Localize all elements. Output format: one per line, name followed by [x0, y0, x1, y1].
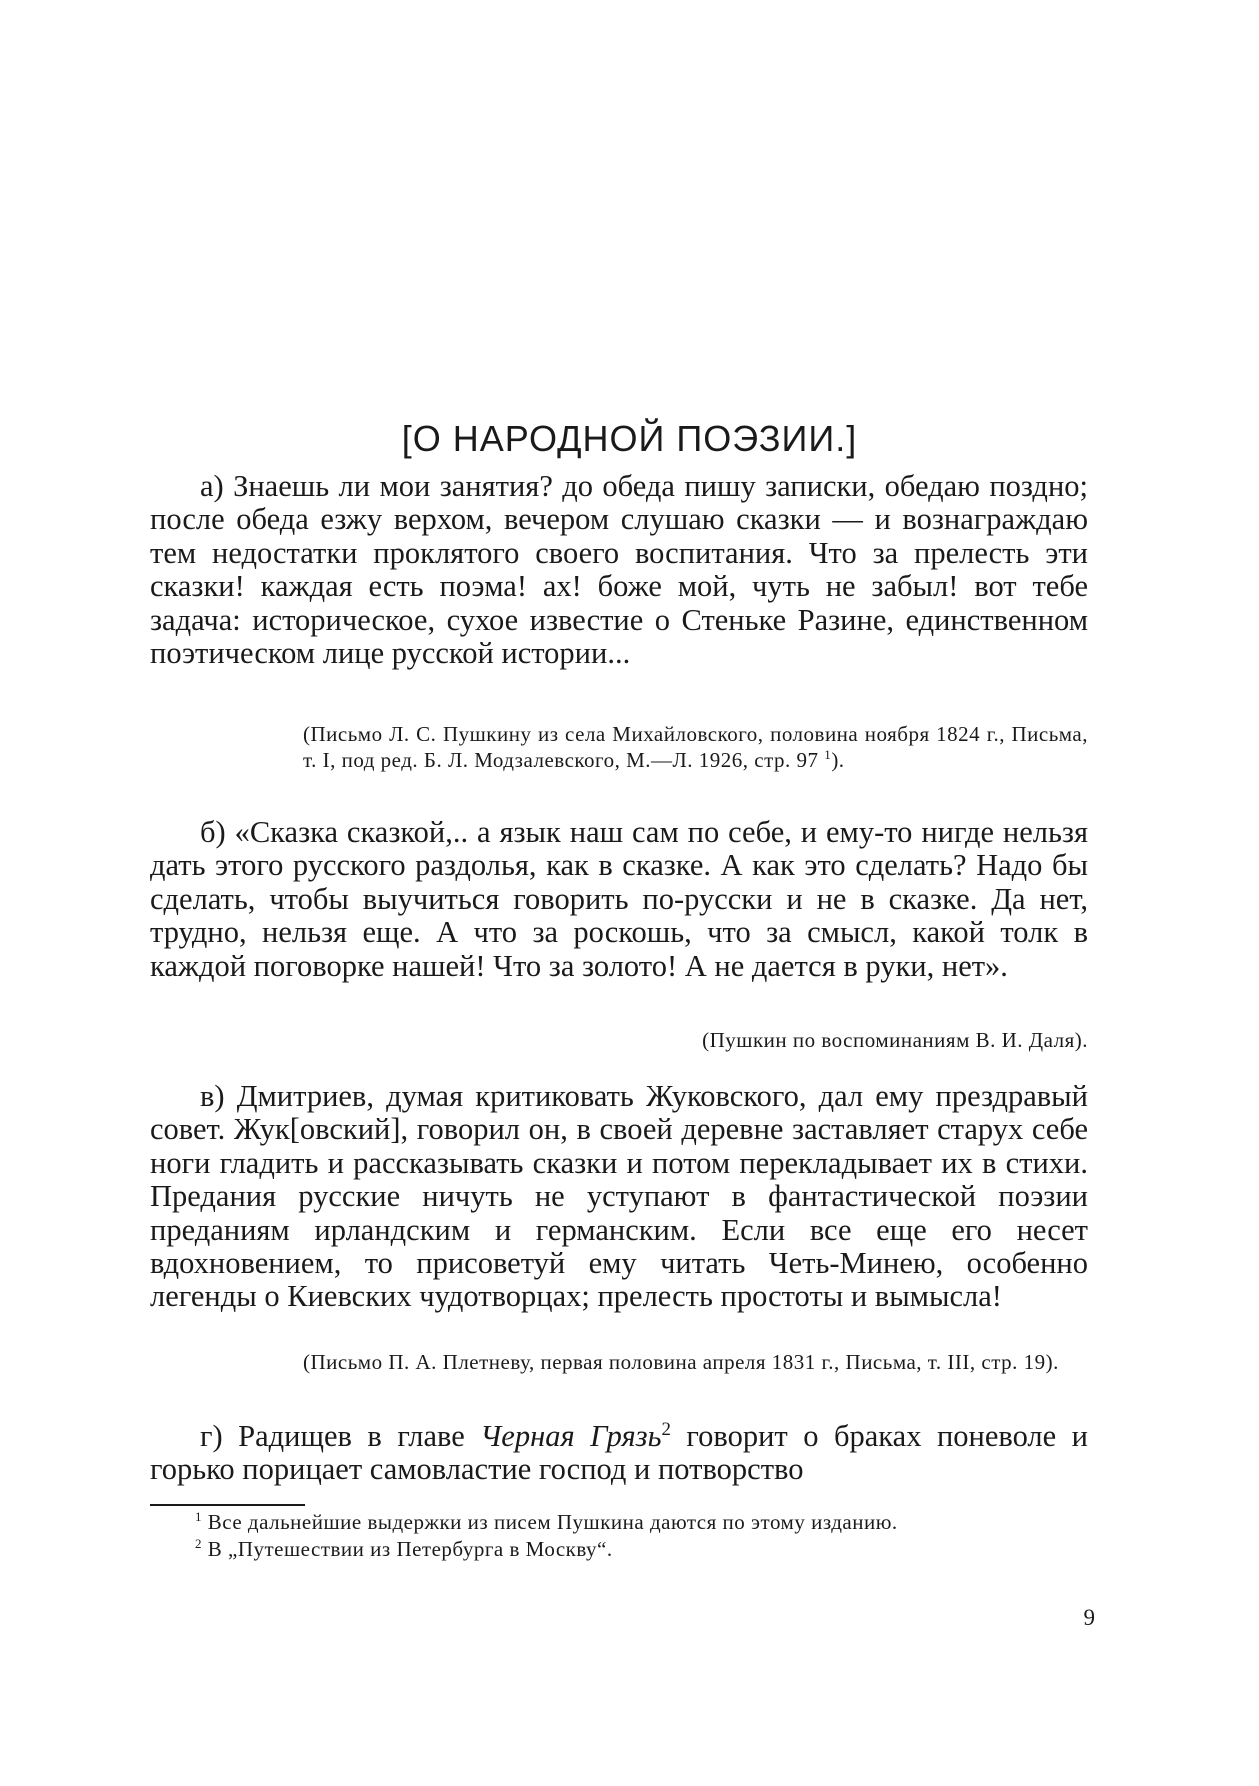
footnote-ref-1: 1 [824, 747, 832, 762]
footnote-divider [150, 1504, 305, 1506]
paragraph-a: а) Знаешь ли мои занятия? до обеда пишу записки, обедаю поздно; после обеда езжу верхом, вечером слушаю сказки — и вознаграждаю тем недостатки проклятого своего воспитания. Что за прелесть эти сказки! каждая есть поэма! ах! боже мой, чуть не забыл! вот тебе задача: историческое, сухое известие о Стеньке Разине, единственном поэтическом лице русской истории... [150, 469, 1088, 671]
source-citation-a-text: (Письмо Л. С. Пушкину из села Михайловского, половина ноября 1824 г., Письма, т. I, под ред. Б. Л. Модзалевского, М.—Л. 1926, стр. 97 [303, 722, 1088, 772]
footnote-1-text: Все дальнейшие выдержки из писем Пушкина даются по этому изданию. [207, 1510, 898, 1534]
footnotes [150, 1509, 1088, 1563]
source-citation-b: (Пушкин по воспоминаниям В. И. Даля). [702, 1028, 1088, 1052]
paragraph-c: в) Дмитриев, думая критиковать Жуковского, дал ему прездравый совет. Жук[овский], говорил он, в своей деревне заставляет старух себе ноги гладить и рассказывать сказки и потом перекладывает их в стихи. Предания русские ничуть не уступают в фантастической поэзии преданиям ирландским и германским. Если все еще его несет вдохновением, то присоветуй ему читать Четь-Минею, особенно легенды о Киевских чудотворцах; прелесть простоты и вымысла! [150, 1079, 1088, 1314]
footnote-2-mark: 2 [195, 1536, 203, 1551]
footnote-1-mark: 1 [195, 1509, 203, 1524]
paragraph-d-start: г) Радищев в главе [200, 1419, 465, 1453]
source-citation-c: (Письмо П. А. Плетневу, первая половина апреля 1831 г., Письма, т. III, стр. 19). [303, 1350, 1059, 1374]
footnote-2-text: В „Путешествии из Петербурга в Москву“. [207, 1537, 613, 1561]
footnote-ref-2: 2 [661, 1418, 671, 1440]
page-number: 9 [1083, 1605, 1095, 1630]
source-citation-a [303, 721, 1088, 773]
paragraph-d [150, 1420, 1088, 1487]
footnote-2 [150, 1536, 1088, 1563]
page-title: [О НАРОДНОЙ ПОЭЗИИ.] [401, 418, 858, 459]
chapter-title-italic: Черная Грязь [480, 1419, 662, 1453]
footnote-1 [150, 1509, 1088, 1536]
paragraph-d-rest: говорит о браках поневоле и горько порицает самовластие господ и потворство [150, 1419, 1088, 1487]
paragraph-b: б) «Сказка сказкой,.. а язык наш сам по себе, и ему-то нигде нельзя дать этого русского раздолья, как в сказке. А как это сделать? Надо бы сделать, чтобы выучиться говорить по-русски и не в сказке. Да нет, трудно, нельзя еще. А что за роскошь, что за смысл, какой толк в каждой поговорке нашей! Что за золото! А не дается в руки, нет». [150, 815, 1088, 983]
source-citation-a-end: ). [831, 748, 845, 772]
